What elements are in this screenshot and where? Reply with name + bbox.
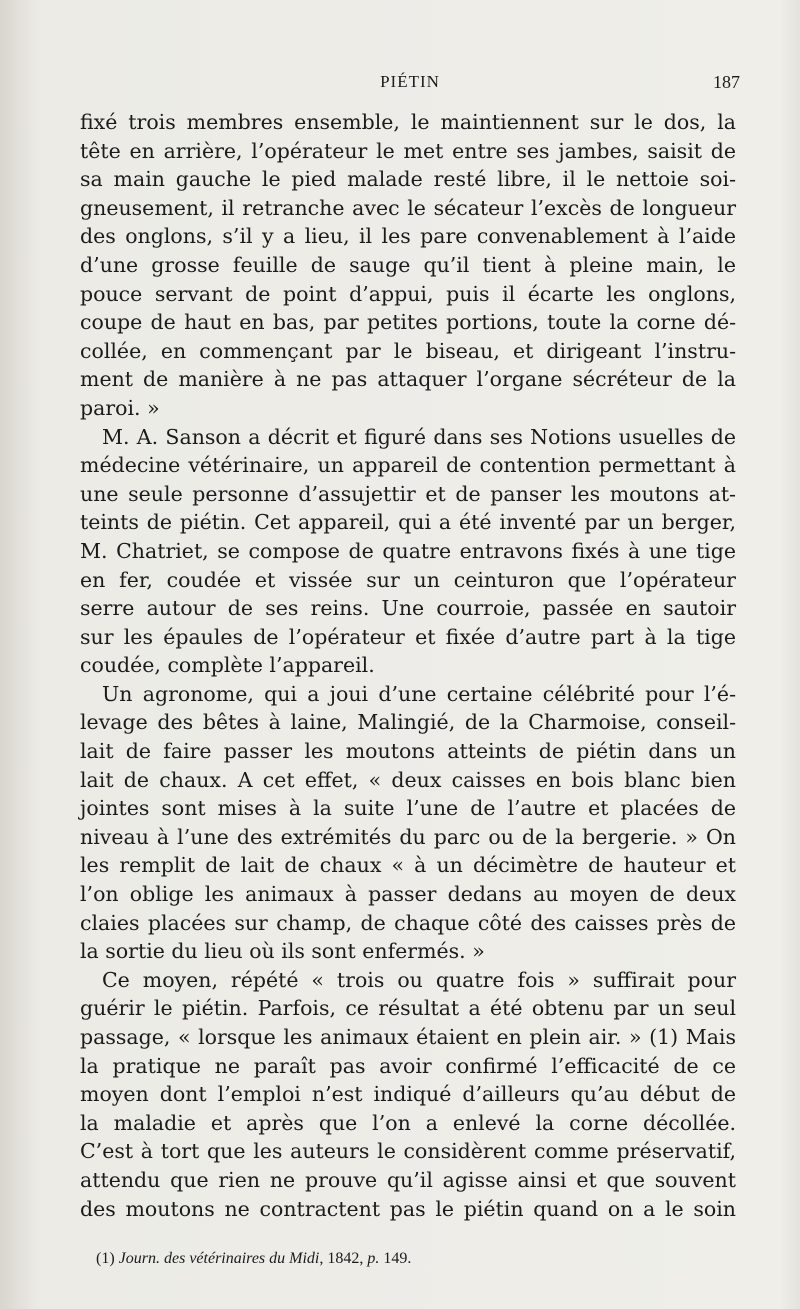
- text-line: C’est à tort que les auteurs le considèrent comme préservatif,: [80, 1139, 736, 1164]
- text-line: M. A. Sanson a décrit et figuré dans ses Notions usuelles de: [102, 424, 736, 449]
- text-line: pouce servant de point d’appui, puis il écarte les onglons,: [80, 281, 736, 306]
- text-line: paroi. »: [80, 395, 160, 420]
- footnote-page-abbrev: p.: [367, 1250, 380, 1267]
- text-line: en fer, coudée et vissée sur un ceinturon que l’opérateur: [80, 567, 736, 592]
- page-header: [80, 72, 740, 102]
- text-line: les remplit de lait de chaux « à un décimètre de hauteur et: [80, 853, 736, 878]
- footnote-year: 1842,: [327, 1250, 364, 1267]
- page-number: 187: [713, 72, 740, 92]
- text-line: Ce moyen, répété « trois ou quatre fois » suffirait pour: [102, 967, 736, 992]
- text-line: des onglons, s’il y a lieu, il les pare convenablement à l’aide: [80, 224, 736, 249]
- text-line: passage, « lorsque les animaux étaient en plein air. » (1) Mais: [80, 1025, 736, 1049]
- text-line: fixé trois membres ensemble, le maintiennent sur le dos, la: [80, 110, 736, 134]
- text-line: Un agronome, qui a joui d’une certaine célébrité pour l’é-: [102, 681, 736, 706]
- text-line: M. Chatriet, se compose de quatre entravons fixés à une tige: [80, 538, 736, 563]
- text-line: coudée, complète l’appareil.: [80, 653, 375, 678]
- text-line: tête en arrière, l’opérateur le met entre ses jambes, saisit de: [80, 138, 736, 163]
- text-line: médecine vétérinaire, un appareil de contention permettant à: [80, 453, 736, 478]
- text-line: collée, en commençant par le biseau, et dirigeant l’instru-: [80, 338, 736, 363]
- text-line: guérir le piétin. Parfois, ce résultat a été obtenu par un seul: [80, 996, 736, 1021]
- text-line: claies placées sur champ, de chaque côté des caisses près de: [80, 910, 736, 935]
- text-line: la pratique ne paraît pas avoir confirmé l’efficacité de ce: [80, 1053, 736, 1078]
- text-line: levage des bêtes à laine, Malingié, de la Charmoise, conseil-: [80, 710, 736, 735]
- text-line: moyen dont l’emploi n’est indiqué d’ailleurs qu’au début de: [80, 1082, 736, 1107]
- text-line: teints de piétin. Cet appareil, qui a été inventé par un berger,: [80, 510, 736, 535]
- text-line: serre autour de ses reins. Une courroie, passée en sautoir: [80, 596, 736, 621]
- text-line: sa main gauche le pied malade resté libre, il le nettoie soi-: [80, 167, 736, 192]
- text-line: niveau à l’une des extrémités du parc ou de la bergerie. » On: [80, 824, 736, 849]
- text-line: lait de faire passer les moutons atteints de piétin dans un: [80, 739, 736, 764]
- text-line: des moutons ne contractent pas le piétin quand on a le soin: [80, 1196, 736, 1221]
- text-line: sur les épaules de l’opérateur et fixée d’autre part à la tige: [80, 624, 736, 649]
- footnote-journal: Journ. des vétérinaires du Midi,: [118, 1250, 324, 1267]
- body-text: [80, 108, 736, 1223]
- text-line: lait de chaux. A cet effet, « deux caisses en bois blanc bien: [80, 767, 736, 792]
- text-line: attendu que rien ne prouve qu’il agisse ainsi et que souvent: [80, 1167, 736, 1192]
- footnote: [96, 1250, 411, 1268]
- text-line: coupe de haut en bas, par petites portions, toute la corne dé-: [80, 310, 736, 335]
- footnote-page: 149.: [383, 1250, 412, 1267]
- text-line: ment de manière à ne pas attaquer l’organe sécréteur de la: [80, 367, 736, 392]
- text-line: gneusement, il retranche avec le sécateur l’excès de longueur: [80, 195, 736, 220]
- text-line: la maladie et après que l’on a enlevé la corne décollée.: [80, 1110, 736, 1135]
- text-line: jointes sont mises à la suite l’une de l’autre et placées de: [80, 796, 736, 821]
- running-title: PIÉTIN: [380, 72, 440, 91]
- text-line: l’on oblige les animaux à passer dedans au moyen de deux: [80, 882, 736, 907]
- text-line: une seule personne d’assujettir et de panser les moutons at-: [80, 481, 736, 506]
- text-line: d’une grosse feuille de sauge qu’il tient à pleine main, le: [80, 252, 736, 277]
- footnote-marker: (1): [96, 1250, 115, 1267]
- text-line: la sortie du lieu où ils sont enfermés. »: [80, 939, 485, 964]
